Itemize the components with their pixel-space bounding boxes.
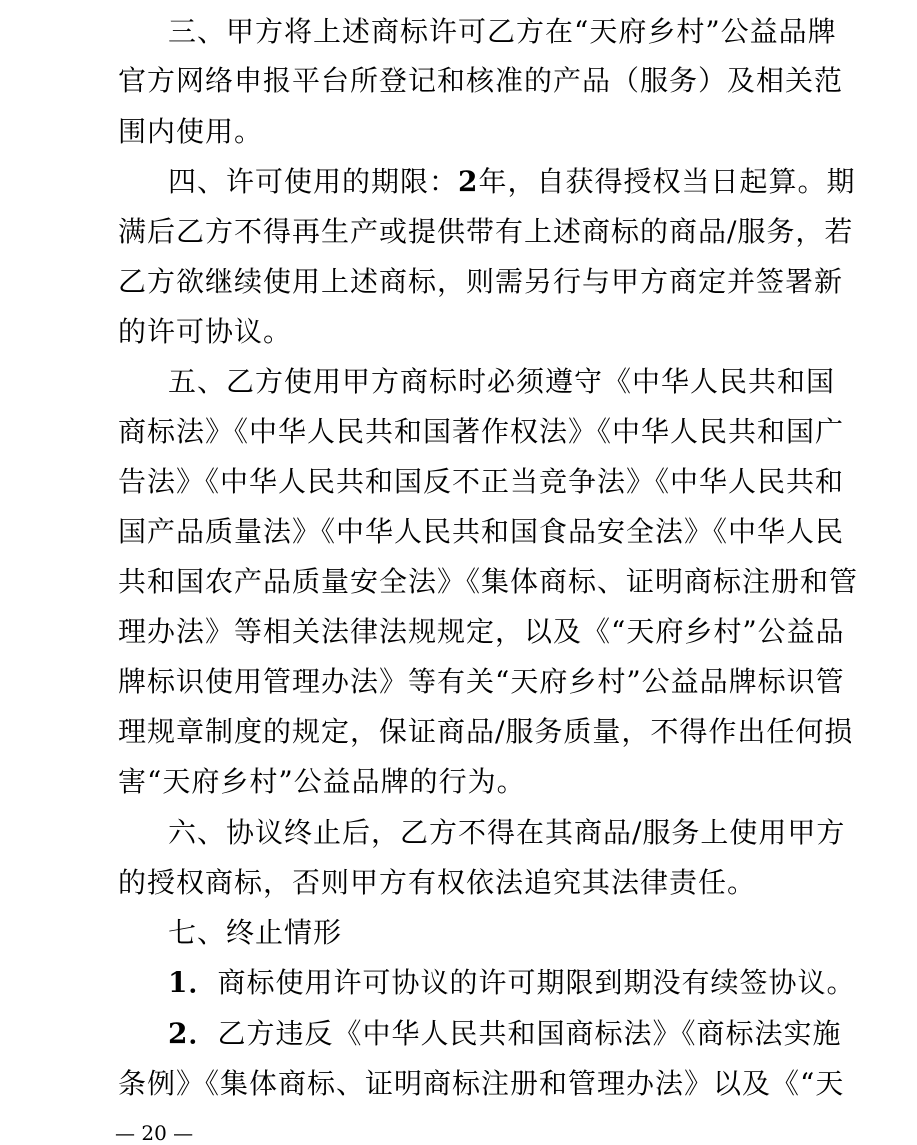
item-2-line-2: 条例》《集体商标、证明商标注册和管理办法》以及《“天 bbox=[118, 1067, 845, 1100]
paragraph-4-line-3: 乙方欲继续使用上述商标，则需另行与甲方商定并签署新 bbox=[118, 265, 844, 298]
paragraph-6-line-2: 的授权商标，否则甲方有权依法追究其法律责任。 bbox=[118, 866, 757, 899]
paragraph-3-line-2: 官方网络申报平台所登记和核准的产品（服务）及相关范 bbox=[118, 64, 844, 97]
term-years: 2 bbox=[458, 165, 479, 198]
paragraph-3-line-1: 三、甲方将上述商标许可乙方在“天府乡村”公益品牌 bbox=[168, 15, 837, 48]
paragraph-6-line-1: 六、协议终止后，乙方不得在其商品/服务上使用甲方 bbox=[168, 816, 846, 849]
paragraph-4-line-1 bbox=[168, 166, 856, 198]
item-2-line-1 bbox=[168, 1018, 842, 1050]
section-7-heading: 七、终止情形 bbox=[168, 916, 343, 949]
paragraph-5-line-9: 害“天府乡村”公益品牌的行为。 bbox=[118, 765, 526, 798]
paragraph-5-line-6: 理办法》等相关法律法规规定，以及《“天府乡村”公益品 bbox=[118, 615, 845, 648]
paragraph-5-line-1: 五、乙方使用甲方商标时必须遵守《中华人民共和国 bbox=[168, 365, 836, 398]
paragraph-5-line-7: 牌标识使用管理办法》等有关“天府乡村”公益品牌标识管 bbox=[118, 665, 845, 698]
item-2-number: 2． bbox=[168, 1017, 218, 1050]
paragraph-3-line-3: 围内使用。 bbox=[118, 115, 264, 148]
item-1 bbox=[168, 967, 856, 999]
paragraph-4-line-4: 的许可协议。 bbox=[118, 315, 293, 348]
paragraph-5-line-2: 商标法》《中华人民共和国著作权法》《中华人民共和国广 bbox=[118, 415, 845, 448]
paragraph-4-line-2: 满后乙方不得再生产或提供带有上述商标的商品/服务，若 bbox=[118, 215, 854, 248]
paragraph-5-line-3: 告法》《中华人民共和国反不正当竞争法》《中华人民共和 bbox=[118, 465, 845, 498]
paragraph-5-line-5: 共和国农产品质量安全法》《集体商标、证明商标注册和管 bbox=[118, 565, 859, 598]
item-2-text: 乙方违反《中华人民共和国商标法》《商标法实施 bbox=[217, 1017, 842, 1050]
paragraph-5-line-8: 理规章制度的规定，保证商品/服务质量，不得作出任何损 bbox=[118, 715, 854, 748]
paragraph-5-line-4: 国产品质量法》《中华人民共和国食品安全法》《中华人民 bbox=[118, 515, 845, 548]
term-suffix: 年，自获得授权当日起算。期 bbox=[478, 165, 856, 198]
page-number: — 20 — bbox=[115, 1121, 194, 1145]
paragraph-4-heading: 四、许可使用的期限： bbox=[168, 165, 459, 198]
item-1-number: 1． bbox=[168, 966, 218, 999]
item-1-text: 商标使用许可协议的许可期限到期没有续签协议。 bbox=[217, 966, 856, 999]
